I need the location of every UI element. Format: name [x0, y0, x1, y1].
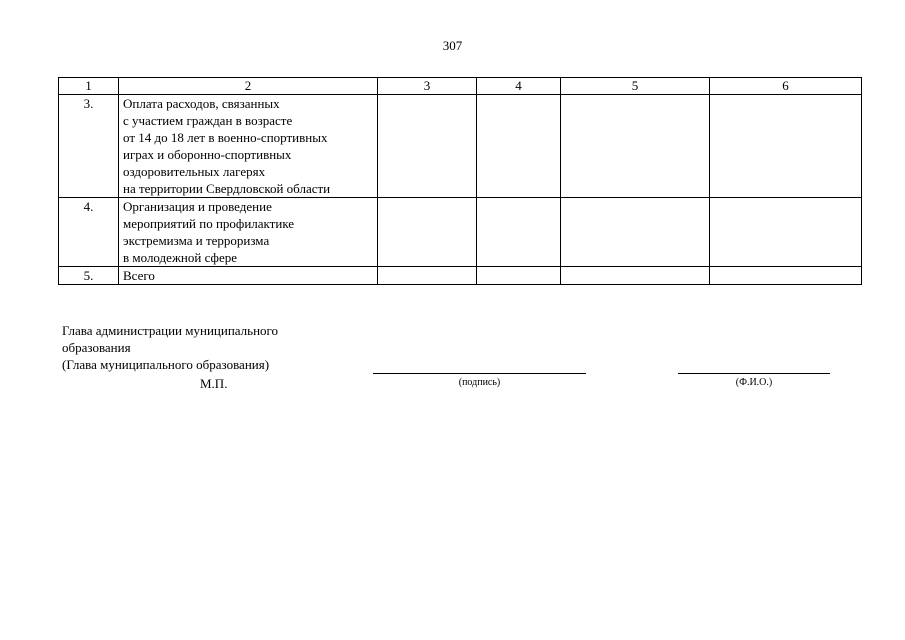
- table-cell: [378, 95, 477, 198]
- table-cell: [561, 267, 710, 285]
- table-row: [59, 267, 862, 285]
- table-cell: [561, 95, 710, 198]
- row-description: Оплата расходов, связанных с участием граждан в возрасте от 14 до 18 лет в военно-спортивных играх и оборонно-спортивных оздоровительных лагерях на территории Свердловской области: [119, 95, 378, 198]
- table-cell: [477, 198, 561, 267]
- column-header: 1: [59, 78, 119, 95]
- name-line: [678, 373, 830, 374]
- table-cell: [477, 267, 561, 285]
- row-number: 5.: [59, 267, 119, 285]
- row-description: Организация и проведение мероприятий по профилактике экстремизма и терроризма в молодежной сфере: [119, 198, 378, 267]
- table-cell: [710, 198, 862, 267]
- column-header: 5: [561, 78, 710, 95]
- table-cell: [378, 267, 477, 285]
- column-header: 3: [378, 78, 477, 95]
- row-number: 4.: [59, 198, 119, 267]
- table-cell: [378, 198, 477, 267]
- column-header: 4: [477, 78, 561, 95]
- table-cell: [710, 267, 862, 285]
- stamp-placeholder: М.П.: [200, 376, 228, 391]
- column-header: 6: [710, 78, 862, 95]
- signatory-title: Глава администрации муниципального образования (Глава муниципального образования): [62, 323, 279, 372]
- page-number: 307: [442, 38, 463, 53]
- row-number: 3.: [59, 95, 119, 198]
- table-row: [59, 95, 862, 198]
- row-description: Всего: [119, 267, 378, 285]
- column-header: 2: [119, 78, 378, 95]
- report-table: [58, 77, 862, 285]
- table-cell: [477, 95, 561, 198]
- signature-caption: (подпись): [458, 377, 501, 388]
- signature-line: [373, 373, 586, 374]
- name-caption: (Ф.И.О.): [735, 377, 773, 388]
- table-cell: [710, 95, 862, 198]
- table-cell: [561, 198, 710, 267]
- table-header-row: [59, 78, 862, 95]
- table-row: [59, 198, 862, 267]
